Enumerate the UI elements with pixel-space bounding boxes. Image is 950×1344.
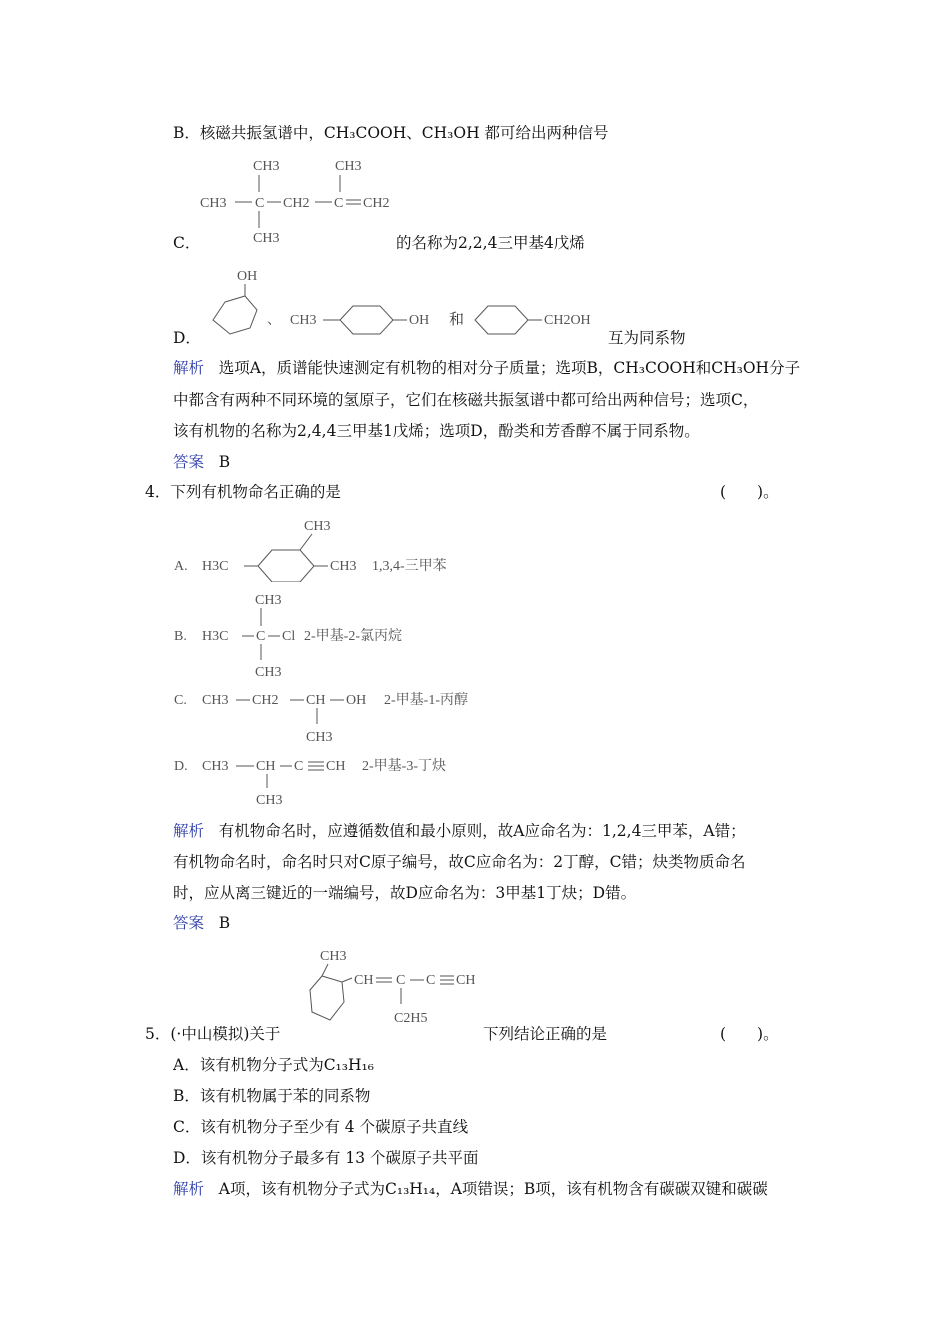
- q5-c1: C: [396, 973, 406, 988]
- benzene-ring: [475, 306, 528, 334]
- q4-answer-value: B: [218, 914, 231, 932]
- q3-analysis-line2: 中都含有两种不同环境的氢原子，它们在核磁共振氢谱中都可给出两种信号；选项C，: [173, 391, 759, 409]
- q4-stem: 4．下列有机物命名正确的是: [145, 483, 341, 501]
- q4a-label: A.: [174, 559, 188, 574]
- q4d-name: 2-甲基-3-丁炔: [362, 759, 446, 774]
- q4c-label: C.: [174, 693, 187, 708]
- q5-structure: [300, 942, 500, 1034]
- q4b-label: B.: [174, 629, 187, 644]
- q3d-oh: OH: [237, 269, 258, 284]
- q3c-c1: C: [255, 196, 265, 211]
- q4-paren: ( )。: [720, 483, 779, 501]
- q4b-name: 2-甲基-2-氯丙烷: [304, 629, 402, 644]
- q5-option-d: D．该有机物分子最多有 13 个碳原子共平面: [173, 1149, 479, 1167]
- q4-option-a-structure: [172, 512, 492, 582]
- q4b-ch3-bottom: CH3: [255, 665, 282, 680]
- q3d-oh2: OH: [409, 313, 430, 328]
- q4-option-b-structure: [172, 588, 492, 683]
- q4c-ch2: CH2: [252, 693, 279, 708]
- q3c-ch3-top2: CH3: [335, 159, 362, 174]
- q3-structure-d: [195, 262, 615, 342]
- q4d-ch-end: CH: [326, 759, 346, 774]
- q3-option-d-label: D．: [173, 329, 201, 347]
- q4b-c: C: [256, 629, 266, 644]
- q4d-c: C: [294, 759, 304, 774]
- q5-c2h5: C2H5: [394, 1011, 428, 1026]
- benzene-ring: [213, 296, 257, 334]
- q3d-ch2oh: CH2OH: [544, 313, 591, 328]
- q4c-ch3-bottom: CH3: [306, 730, 333, 745]
- q4a-ch3-top: CH3: [304, 519, 331, 534]
- q5-c2: C: [426, 973, 436, 988]
- q4b-cl: Cl: [282, 629, 296, 644]
- q3d-and: 和: [449, 312, 465, 328]
- q4-analysis-line3: 时，应从离三键近的一端编号，故D应命名为：3甲基1丁炔；D错。: [173, 884, 637, 902]
- q3-answer-value: B: [218, 453, 231, 471]
- q5-analysis-line1: [173, 1179, 768, 1199]
- q4c-ch3: CH3: [202, 693, 229, 708]
- q4c-name: 2-甲基-1-丙醇: [384, 693, 468, 708]
- q3-structure-c: [195, 152, 425, 252]
- q4-option-d-structure: [172, 752, 512, 814]
- q4d-ch3: CH3: [202, 759, 229, 774]
- q5-stem-post: 下列结论正确的是: [483, 1025, 608, 1043]
- q3-option-b: B．核磁共振氢谱中，CH₃COOH、CH₃OH 都可给出两种信号: [173, 124, 609, 142]
- q4d-ch: CH: [256, 759, 276, 774]
- q4c-oh: OH: [346, 693, 367, 708]
- q5-option-b: B．该有机物属于苯的同系物: [173, 1087, 371, 1105]
- q3c-ch2-end: CH2: [363, 196, 390, 211]
- q4-analysis-line2: 有机物命名时，命名时只对C原子编号，故C应命名为：2丁醇，C错；炔类物质命名: [173, 853, 746, 871]
- q3c-c2: C: [334, 196, 344, 211]
- q5-paren: ( )。: [720, 1025, 779, 1043]
- q3-analysis-line1: [173, 358, 800, 378]
- q4a-name: 1,3,4-三甲苯: [372, 559, 447, 574]
- q3c-ch3-top1: CH3: [253, 159, 280, 174]
- q5-ch-end: CH: [456, 973, 476, 988]
- q4d-label: D.: [174, 759, 188, 774]
- q5-stem-pre: 5．(·中山模拟)关于: [145, 1025, 281, 1043]
- q4d-ch3-bottom: CH3: [256, 793, 283, 808]
- q3-option-d-text: 互为同系物: [608, 329, 686, 347]
- q3d-ch3: CH3: [290, 313, 317, 328]
- benzene-ring: [310, 976, 344, 1020]
- benzene-ring: [258, 550, 314, 582]
- q3-option-c-label: C．: [173, 234, 201, 252]
- q5-analysis-text1: A项，该有机物分子式为C₁₃H₁₄，A项错误；B项，该有机物含有碳碳双键和碳碳: [218, 1180, 768, 1198]
- q4-analysis-text1: 有机物命名时，应遵循数值和最小原则，故A应命名为：1,2,4三甲苯，A错；: [218, 822, 746, 840]
- q4b-h3c: H3C: [202, 629, 229, 644]
- q5-option-a: A．该有机物分子式为C₁₃H₁₆: [173, 1056, 374, 1074]
- q3-answer: [173, 452, 230, 472]
- q3-option-c-text: 的名称为2,2,4三甲基4戊烯: [396, 234, 585, 252]
- q3c-ch3-bottom: CH3: [253, 231, 280, 246]
- q3-analysis-line3: 该有机物的名称为2,4,4三甲基1戊烯；选项D，酚类和芳香醇不属于同系物。: [173, 422, 700, 440]
- q4-analysis-label: 解析: [173, 822, 205, 840]
- q4-option-c-structure: [172, 686, 512, 751]
- q3d-sep: 、: [267, 313, 281, 328]
- q3c-ch2: CH2: [283, 196, 310, 211]
- q4-analysis-line1: [173, 821, 746, 841]
- q3c-ch3-left: CH3: [200, 196, 227, 211]
- benzene-ring: [340, 306, 393, 334]
- q5-ch3: CH3: [320, 949, 347, 964]
- q4c-ch: CH: [306, 693, 326, 708]
- q3-answer-label: 答案: [173, 453, 205, 471]
- q5-analysis-label: 解析: [173, 1180, 205, 1198]
- q5-ch: CH: [354, 973, 374, 988]
- q5-option-c: C．该有机物分子至少有 4 个碳原子共直线: [173, 1118, 469, 1136]
- q4a-ch3-right: CH3: [330, 559, 357, 574]
- q4a-h3c: H3C: [202, 559, 229, 574]
- q4-answer-label: 答案: [173, 914, 205, 932]
- q3-analysis-text1: 选项A，质谱能快速测定有机物的相对分子质量；选项B，CH₃COOH和CH₃OH分子: [218, 359, 801, 377]
- q3-analysis-label: 解析: [173, 359, 205, 377]
- q4-answer: [173, 913, 230, 933]
- q4b-ch3-top: CH3: [255, 593, 282, 608]
